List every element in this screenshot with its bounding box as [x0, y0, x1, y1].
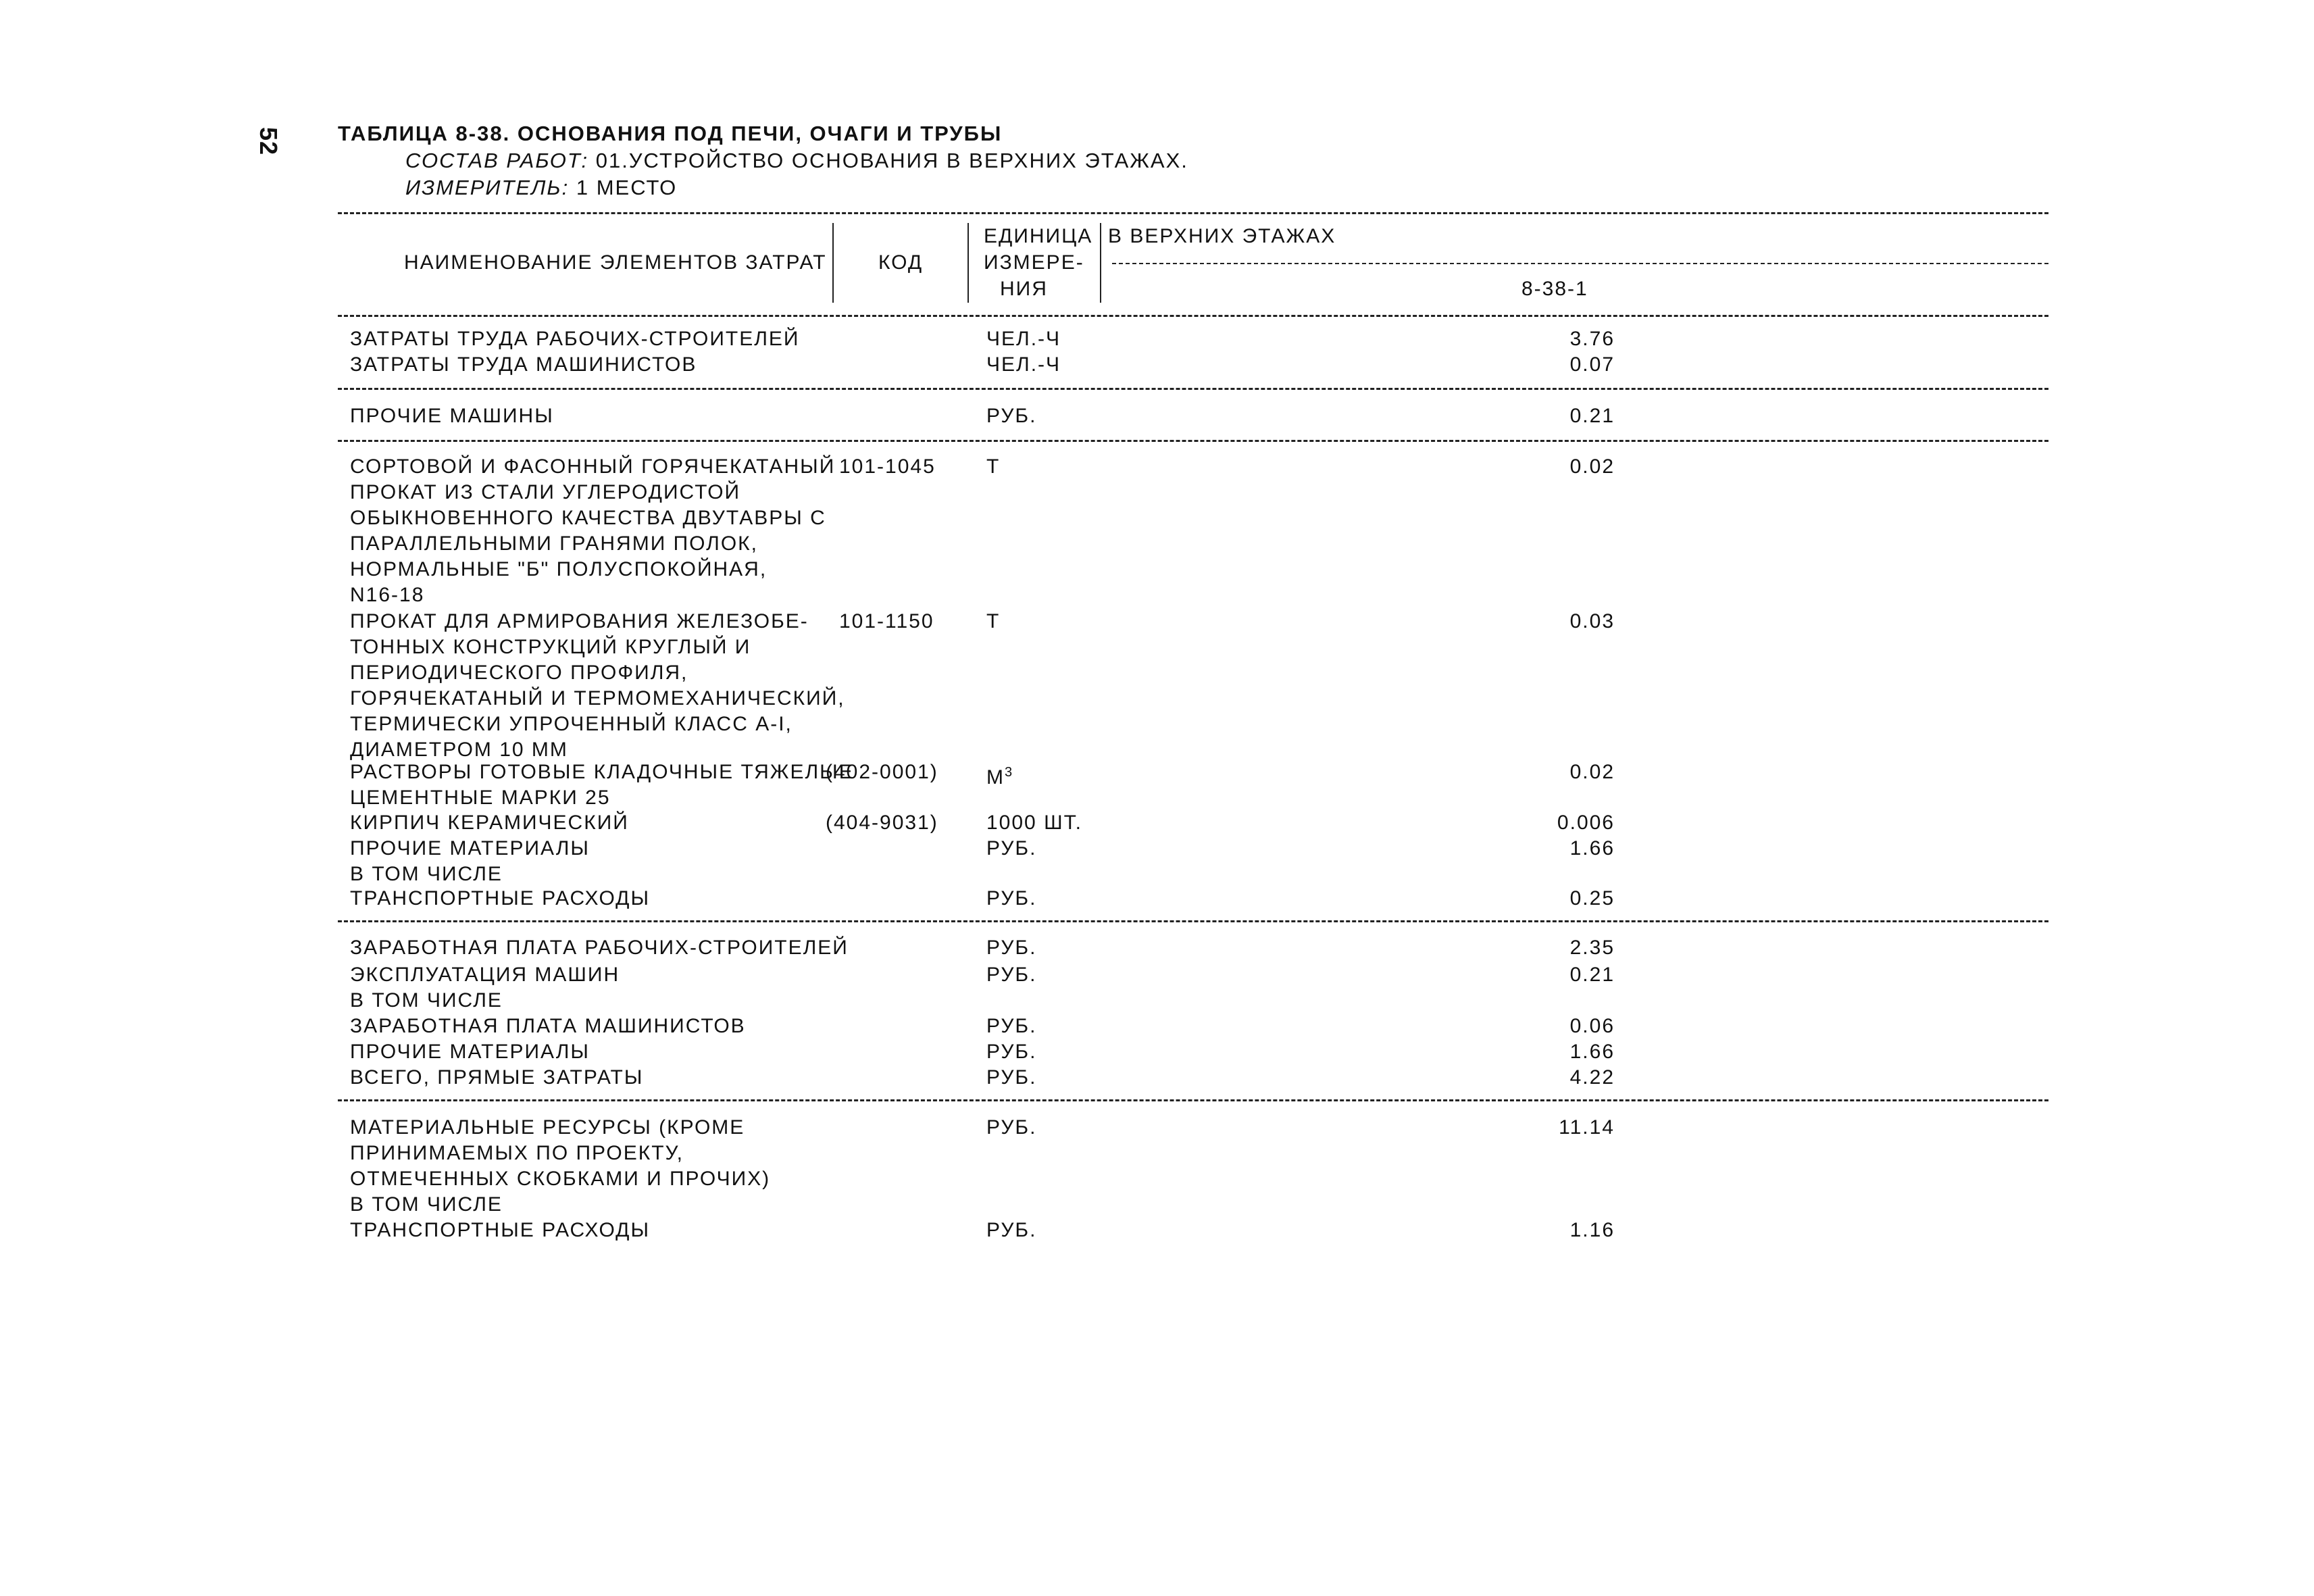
row-name: РАСТВОРЫ ГОТОВЫЕ КЛАДОЧНЫЕ ТЯЖЕЛЫЕ — [350, 761, 854, 783]
row-unit: РУБ. — [986, 1066, 1037, 1089]
header-block — [338, 120, 1188, 201]
meter-text: 1 МЕСТО — [576, 176, 678, 199]
rule-top — [338, 212, 2048, 214]
header-unit-2: ИЗМЕРЕ- — [984, 251, 1084, 274]
row-name: НОРМАЛЬНЫЕ "Б" ПОЛУСПОКОЙНАЯ, — [350, 558, 768, 580]
row-value: 0.006 — [1557, 812, 1615, 834]
row-name: ЗАТРАТЫ ТРУДА РАБОЧИХ-СТРОИТЕЛЕЙ — [350, 328, 800, 350]
row-unit: РУБ. — [986, 937, 1037, 959]
row-unit: ЧЕЛ.-Ч — [986, 328, 1061, 350]
row-name: ДИАМЕТРОМ 10 ММ — [350, 739, 568, 761]
row-name: ЗАРАБОТНАЯ ПЛАТА МАШИНИСТОВ — [350, 1015, 746, 1037]
rule-section — [338, 1099, 2048, 1101]
row-name: КИРПИЧ КЕРАМИЧЕСКИЙ — [350, 812, 629, 834]
row-name: ЗАТРАТЫ ТРУДА МАШИНИСТОВ — [350, 353, 697, 376]
header-code: КОД — [878, 251, 924, 274]
row-name: ПЕРИОДИЧЕСКОГО ПРОФИЛЯ, — [350, 662, 688, 684]
header-divider — [1100, 223, 1101, 303]
header-group-rule — [1112, 263, 2048, 264]
work-label: СОСТАВ РАБОТ: — [405, 149, 589, 172]
header-divider — [967, 223, 969, 303]
header-name: НАИМЕНОВАНИЕ ЭЛЕМЕНТОВ ЗАТРАТ — [404, 251, 827, 274]
row-unit: 1000 ШТ. — [986, 812, 1082, 834]
row-name: N16-18 — [350, 584, 425, 606]
row-unit: Т — [986, 455, 1001, 478]
row-value: 0.02 — [1569, 455, 1615, 478]
meter-label: ИЗМЕРИТЕЛЬ: — [405, 176, 570, 199]
row-unit: РУБ. — [986, 887, 1037, 909]
row-value: 1.66 — [1569, 1041, 1615, 1063]
row-value: 1.16 — [1569, 1219, 1615, 1241]
row-name: ПАРАЛЛЕЛЬНЫМИ ГРАНЯМИ ПОЛОК, — [350, 532, 758, 555]
row-value: 2.35 — [1569, 937, 1615, 959]
row-value: 3.76 — [1569, 328, 1615, 350]
work-text: 01.УСТРОЙСТВО ОСНОВАНИЯ В ВЕРХНИХ ЭТАЖАХ. — [595, 149, 1188, 172]
row-name: ТРАНСПОРТНЫЕ РАСХОДЫ — [350, 887, 651, 909]
header-column: 8-38-1 — [1521, 278, 1588, 300]
header-unit-1: ЕДИНИЦА — [984, 225, 1093, 247]
row-unit: $М^3$ — [986, 765, 1014, 789]
rule-section — [338, 388, 2048, 390]
meter — [405, 174, 1188, 201]
row-name: ОТМЕЧЕННЫХ СКОБКАМИ И ПРОЧИХ) — [350, 1168, 771, 1190]
row-value: 0.07 — [1569, 353, 1615, 376]
row-value: 0.02 — [1569, 761, 1615, 783]
row-unit: РУБ. — [986, 1116, 1037, 1139]
row-value: 0.21 — [1569, 964, 1615, 986]
row-name: В ТОМ ЧИСЛЕ — [350, 989, 503, 1012]
row-name: СОРТОВОЙ И ФАСОННЫЙ ГОРЯЧЕКАТАНЫЙ — [350, 455, 836, 478]
row-value: 0.21 — [1569, 405, 1615, 427]
page-number: 52 — [255, 127, 282, 156]
row-name: ТРАНСПОРТНЫЕ РАСХОДЫ — [350, 1219, 651, 1241]
row-name: ПРОЧИЕ МАШИНЫ — [350, 405, 554, 427]
rule-section — [338, 920, 2048, 922]
row-name: ТЕРМИЧЕСКИ УПРОЧЕННЫЙ КЛАСС А-I, — [350, 713, 793, 735]
row-value: 11.14 — [1559, 1116, 1615, 1139]
row-name: ЗАРАБОТНАЯ ПЛАТА РАБОЧИХ-СТРОИТЕЛЕЙ — [350, 937, 849, 959]
header-divider — [832, 223, 834, 303]
row-value: 0.25 — [1569, 887, 1615, 909]
row-unit: РУБ. — [986, 1041, 1037, 1063]
row-unit: РУБ. — [986, 964, 1037, 986]
row-name: В ТОМ ЧИСЛЕ — [350, 1193, 503, 1216]
rule-header — [338, 315, 2048, 317]
rule-section — [338, 440, 2048, 442]
row-name: ОБЫКНОВЕННОГО КАЧЕСТВА ДВУТАВРЫ С — [350, 507, 826, 529]
row-code: 101-1045 — [839, 455, 936, 478]
row-code: 101-1150 — [839, 610, 934, 632]
row-name: ПРОЧИЕ МАТЕРИАЛЫ — [350, 1041, 590, 1063]
header-group: В ВЕРХНИХ ЭТАЖАХ — [1108, 225, 1336, 247]
row-name: ГОРЯЧЕКАТАНЫЙ И ТЕРМОМЕХАНИЧЕСКИЙ, — [350, 687, 845, 709]
table-title: ТАБЛИЦА 8-38. ОСНОВАНИЯ ПОД ПЕЧИ, ОЧАГИ И ТРУБЫ — [338, 122, 1003, 145]
row-name: ПРОЧИЕ МАТЕРИАЛЫ — [350, 837, 590, 859]
header-unit-3: НИЯ — [1000, 278, 1048, 300]
row-value: 1.66 — [1569, 837, 1615, 859]
row-code: (404-9031) — [826, 812, 938, 834]
row-unit: РУБ. — [986, 837, 1037, 859]
row-name: ЦЕМЕНТНЫЕ МАРКИ 25 — [350, 787, 611, 809]
row-name: ТОННЫХ КОНСТРУКЦИЙ КРУГЛЫЙ И — [350, 636, 751, 658]
row-value: 0.06 — [1569, 1015, 1615, 1037]
row-unit: Т — [986, 610, 1001, 632]
row-value: 0.03 — [1569, 610, 1615, 632]
row-name: ПРИНИМАЕМЫХ ПО ПРОЕКТУ, — [350, 1142, 684, 1164]
row-name: ВСЕГО, ПРЯМЫЕ ЗАТРАТЫ — [350, 1066, 644, 1089]
row-unit: РУБ. — [986, 1015, 1037, 1037]
row-name: ЭКСПЛУАТАЦИЯ МАШИН — [350, 964, 620, 986]
row-value: 4.22 — [1569, 1066, 1615, 1089]
row-name: МАТЕРИАЛЬНЫЕ РЕСУРСЫ (КРОМЕ — [350, 1116, 745, 1139]
row-name: ПРОКАТ ДЛЯ АРМИРОВАНИЯ ЖЕЛЕЗОБЕ- — [350, 610, 809, 632]
row-code: (402-0001) — [826, 761, 938, 783]
row-name: В ТОМ ЧИСЛЕ — [350, 863, 503, 885]
row-name: ПРОКАТ ИЗ СТАЛИ УГЛЕРОДИСТОЙ — [350, 481, 741, 503]
row-unit: РУБ. — [986, 405, 1037, 427]
row-unit: РУБ. — [986, 1219, 1037, 1241]
row-unit: ЧЕЛ.-Ч — [986, 353, 1061, 376]
work-composition — [405, 147, 1188, 174]
